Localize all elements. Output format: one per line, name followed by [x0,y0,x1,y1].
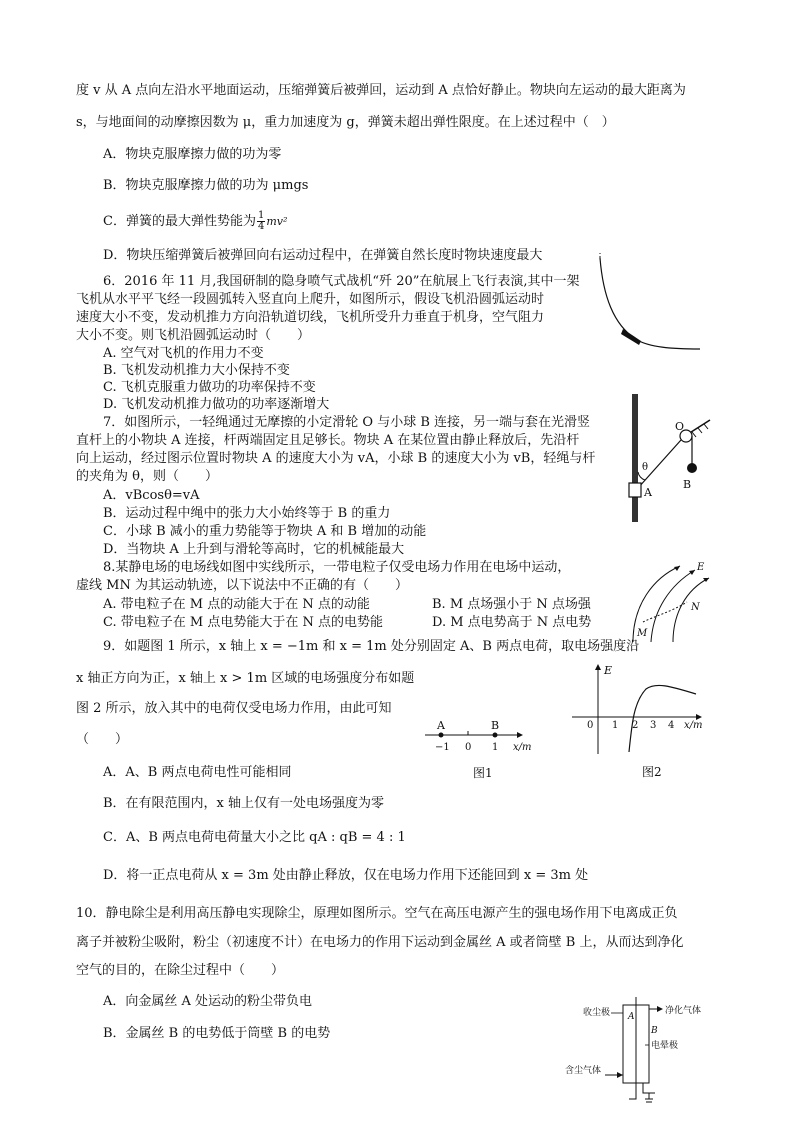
label-collector: 收尘极 [583,1008,611,1018]
q10-figure-precipitator [565,995,725,1105]
q7-option-c: C．小球 B 减小的重力势能等于物块 A 和 B 增加的动能 [103,524,427,539]
label-a: A [628,1012,635,1022]
label-e: E [604,664,613,677]
label-a: A [644,486,652,499]
fraction-numerator: 1 [257,210,265,221]
q5-option-b: B．物块克服摩擦力做的功为 μmgs [103,178,309,193]
q5-option-d: D．物块压缩弹簧后被弹回向右运动过程中，在弹簧自然长度时物块速度最大 [103,248,543,263]
q5-stem-line2: s，与地面间的动摩擦因数为 μ，重力加速度为 g，弹簧未超出弹性限度。在上述过程中（ ） [76,115,615,130]
jet-fighter-icon [621,329,641,345]
q6-option-d: D. 飞机发动机推力做功的功率逐渐增大 [103,397,330,412]
outlet-arrow [657,1006,663,1012]
label-corona: 电晕极 [651,1041,679,1051]
fraction-denominator: 4 [257,221,265,232]
q8-stem-line1: 8.某静电场的电场线如图中实线所示，一带电粒子仅受电场力作用在电场中运动， [103,560,571,575]
q9-option-d: D．将一正点电荷从 x = 3m 处由静止释放，仅在电场力作用下还能回到 x = 3m 处 [103,868,589,883]
tick-1: 1 [492,742,499,753]
q8-option-b: B. M 点场强小于 N 点场强 [432,597,591,612]
block-a [629,483,641,497]
caption-fig2: 图2 [642,765,662,779]
inlet-arrow [617,1072,623,1078]
q5-option-c-prefix: C．弹簧的最大弹性势能为 [103,214,256,229]
q7-stem-line2: 直杆上的小物块 A 连接，杆两端固定且足够长。物块 A 在某位置由静止释放后，先沿杆 [76,433,580,448]
vertical-rod [632,394,638,522]
q6-option-a: A. 空气对飞机的作用力不变 [103,346,264,361]
wire-lead [629,1091,636,1099]
efield-curve [629,685,696,752]
q5-stem-line1: 度 v 从 A 点向左沿水平地面运动，压缩弹簧后被弹回，运动到 A 点恰好静止。物块向左运动的最大距离为 [76,83,686,98]
q8-figure-field-lines [625,560,715,644]
q8-option-d: D. M 点电势高于 N 点电势 [432,615,592,630]
q7-option-a: A．vBcosθ=vA [103,488,200,503]
q10-stem-line2: 离子并被粉尘吸附，粉尘（初速度不计）在电场力的作用下运动到金属丝 A 或者筒壁 B 上，从而达到净化 [76,935,684,950]
label-n: N [691,602,700,613]
q6-option-b: B. 飞机发动机推力大小保持不变 [103,363,290,378]
q6-stem-line4: 大小不变。则飞机沿圆弧运动时（ ） [76,328,311,343]
tick-0: 0 [465,742,472,753]
q6-stem-line1: 6．2016 年 11 月,我国研制的隐身喷气式战机“歼 20”在航展上飞行表演,其中一架 [103,274,580,289]
q7-figure-pulley [620,392,720,524]
q8-stem-line2: 虚线 MN 为其运动轨迹，以下说法中不正确的有（ ） [76,578,408,593]
q9-option-b: B．在有限范围内，x 轴上仅有一处电场强度为零 [103,796,385,811]
q8-option-c: C. 带电粒子在 M 点电势能大于在 N 点的电势能 [103,615,383,630]
q7-option-d: D．当物块 A 上升到与滑轮等高时，它的机械能最大 [103,542,405,557]
label-b: B [491,719,500,732]
label-m: M [637,628,648,639]
q10-stem-line3: 空气的目的，在除尘过程中（ ） [76,963,285,978]
q9-stem-line2: x 轴正方向为正，x 轴上 x > 1m 区域的电场强度分布如题 [76,671,415,686]
q9-option-a: A．A、B 两点电荷电性可能相同 [103,765,292,780]
tick-3: 3 [650,720,657,731]
q9-figure-1-axis [425,715,545,785]
q6-stem-line2: 飞机从水平平飞经一段圆弧转入竖直向上爬升，如图所示，假设飞机沿圆弧运动时 [76,292,545,307]
label-b: B [651,1026,658,1036]
q9-figure-2-efield [568,662,718,784]
q6-option-c: C. 飞机克服重力做功的功率保持不变 [103,380,316,395]
q6-stem-line3: 速度大小不变，发动机推力方向沿轨道切线，飞机所受升力垂直于机身，空气阻力 [76,310,545,325]
axis-label: x/m [513,742,532,753]
tick-1: 1 [612,720,619,731]
q6-figure-flight-path [595,255,705,360]
q7-stem-line4: 的夹角为 θ，则（ ） [76,469,218,484]
q8-option-a: A. 带电粒子在 M 点的动能大于在 N 点的动能 [103,597,370,612]
tick-4: 4 [668,720,675,731]
arrowhead-2 [689,570,695,575]
label-o: O [675,420,685,433]
q5-option-c-suffix: mv² [266,215,288,228]
q7-stem-line3: 向上运动，经过图示位置时物块 A 的速度大小为 vA，小球 B 的速度大小为 vB，轻绳与杆 [76,451,596,466]
x-axis-arrow [517,732,523,738]
axis-label: x/m [684,720,703,731]
caption-fig1: 图1 [473,766,493,780]
label-b: B [683,478,692,491]
q7-stem-line1: 7．如图所示，一轻绳通过无摩擦的小定滑轮 O 与小球 B 连接，另一端与套在光滑竖 [103,415,591,430]
tick-minus-one: −1 [435,742,450,753]
charge-b [493,733,498,738]
theta-arc [638,472,645,480]
fraction-one-quarter [257,211,265,232]
q5-option-c [103,211,287,232]
q9-stem-line4: （ ） [76,732,129,747]
q9-option-c: C．A、B 两点电荷电荷量大小之比 qA : qB = 4 : 1 [103,830,406,845]
q7-option-b: B．运动过程中绳中的张力大小始终等于 B 的重力 [103,506,391,521]
q9-stem-line3: 图 2 所示，放入其中的电荷仅受电场力作用，由此可知 [76,701,392,716]
flight-arc [600,258,700,349]
tick-2: 2 [632,720,639,731]
label-clean-gas: 净化气体 [665,1006,702,1016]
trajectory-mn [643,602,687,622]
q10-option-a: A．向金属丝 A 处运动的粉尘带负电 [103,994,313,1009]
tick-0: 0 [587,720,594,731]
q10-option-b: B．金属丝 B 的电势低于筒壁 B 的电势 [103,1026,331,1041]
q10-stem-line1: 10．静电除尘是利用高压静电实现除尘，原理如图所示。空气在高压电源产生的强电场作用下电离成正负 [76,906,678,921]
ground-wire [643,1083,655,1102]
label-theta: θ [642,462,649,473]
q5-option-a: A．物块克服摩擦力做的功为零 [103,147,282,162]
label-a: A [437,719,445,732]
e-axis-arrow [595,664,601,670]
ball-b [687,463,697,473]
label-dusty-gas: 含尘气体 [565,1066,602,1076]
q9-stem-line1: 9．如题图 1 所示，x 轴上 x = −1m 和 x = 1m 处分别固定 A、B 两点电荷，取电场强度沿 [103,639,640,654]
charge-a [439,733,444,738]
label-e: E [697,562,705,573]
